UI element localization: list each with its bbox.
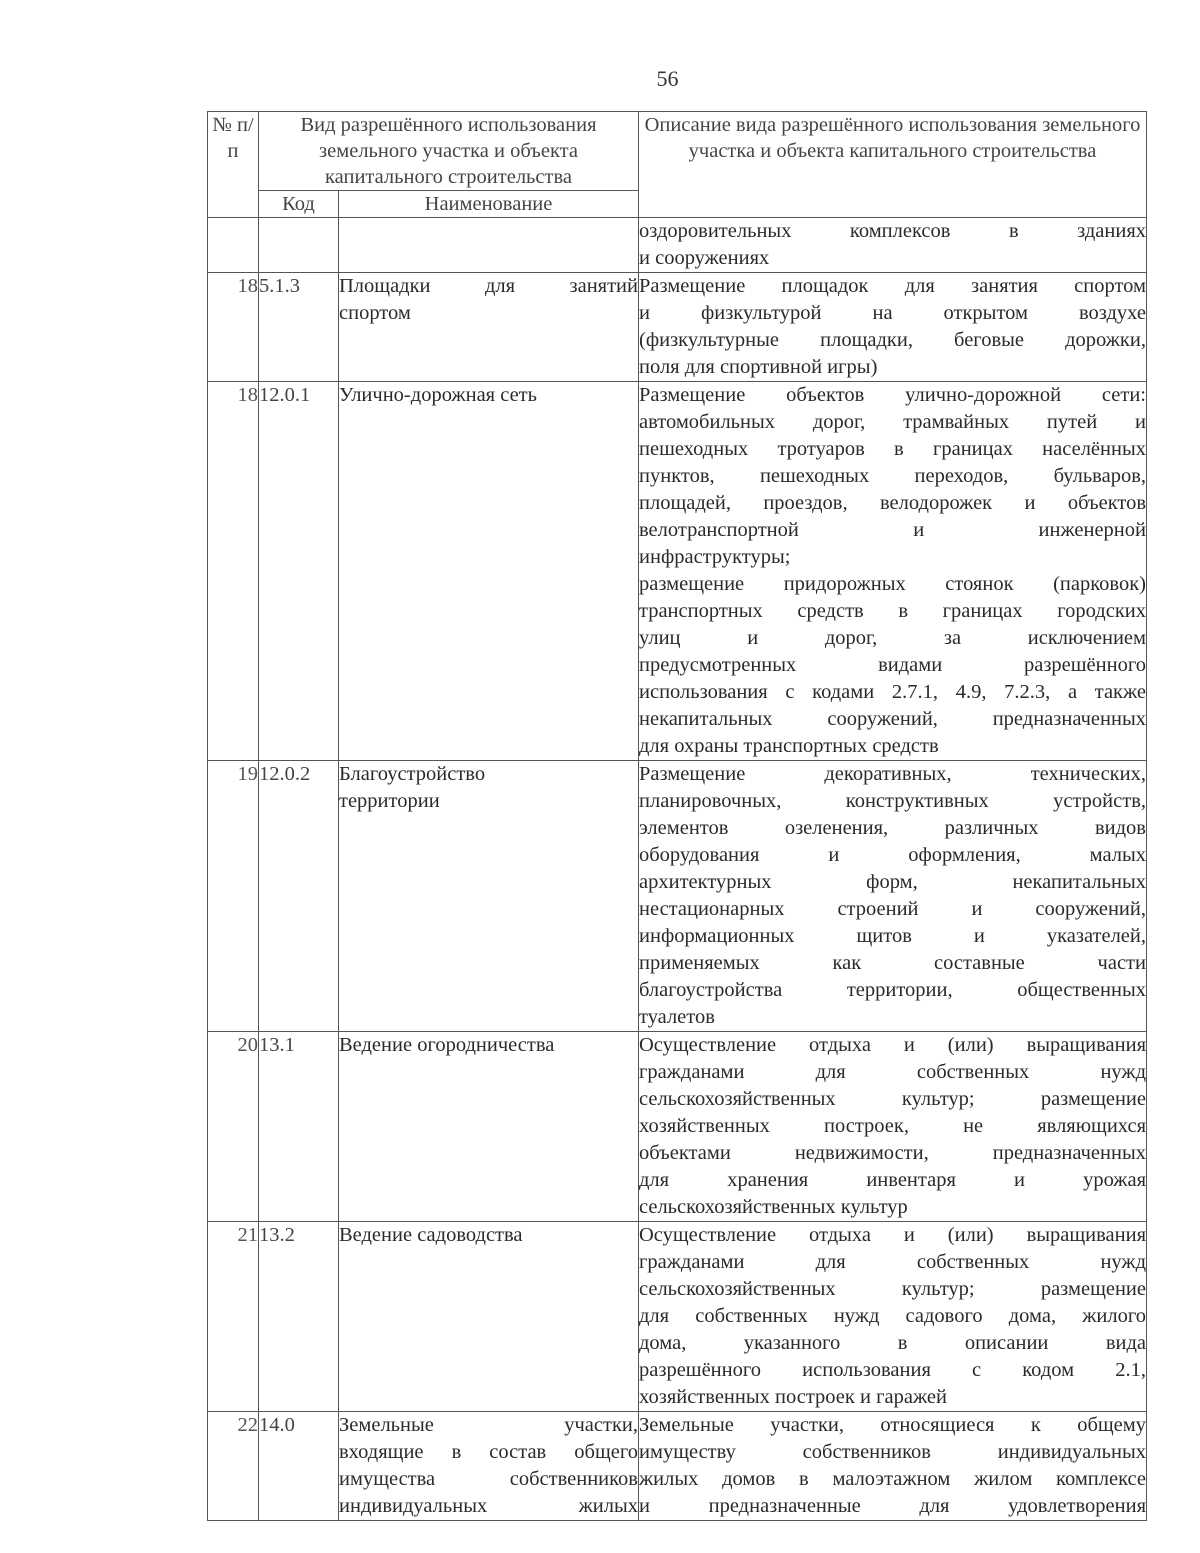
row-number: 18 (208, 273, 259, 382)
row-name (339, 761, 639, 1032)
description-line: использования с кодами 2.7.1, 4.9, 7.2.3, а также (639, 681, 1146, 703)
table-header (208, 112, 1147, 218)
description-line: Осуществление отдыха и (или) выращивания (639, 1034, 1146, 1056)
description-line: Земельные участки, относящиеся к общему (639, 1414, 1146, 1436)
description-line: пунктов, пешеходных переходов, бульваров, (639, 465, 1146, 487)
description-line: автомобильных дорог, трамвайных путей и (639, 411, 1146, 433)
description-line: транспортных средств в границах городских (639, 600, 1146, 622)
name-line: Ведение садоводства (339, 1224, 523, 1246)
name-line: имущества собственников (339, 1468, 638, 1490)
name-line: Земельные участки, (339, 1414, 638, 1436)
description-line: Размещение площадок для занятия спортом (639, 275, 1146, 297)
table-row (208, 382, 1147, 761)
description-line: и предназначенные для удовлетворения (639, 1495, 1146, 1517)
description-line: улиц и дорог, за исключением (639, 627, 1146, 649)
row-code (259, 218, 339, 273)
name-line: входящие в состав общего (339, 1441, 638, 1463)
header-number: № п/п (208, 112, 259, 218)
row-number: 19 (208, 761, 259, 1032)
name-line: индивидуальных жилых (339, 1495, 638, 1517)
row-number: 18 (208, 382, 259, 761)
row-number: 22 (208, 1412, 259, 1521)
description-line: пешеходных тротуаров в границах населённых (639, 438, 1146, 460)
description-line: для охраны транспортных средств (639, 735, 939, 757)
row-name (339, 1032, 639, 1222)
name-line: Благоустройство (339, 763, 486, 785)
table-row (208, 218, 1147, 273)
row-description (639, 1032, 1147, 1222)
name-line: спортом (339, 302, 411, 324)
description-line: информационных щитов и указателей, (639, 925, 1146, 947)
row-number: 20 (208, 1032, 259, 1222)
name-line: территории (339, 790, 440, 812)
description-line: размещение придорожных стоянок (парковок) (639, 573, 1146, 595)
description-line: площадей, проездов, велодорожек и объектов (639, 492, 1146, 514)
header-description: Описание вида разрешённого использования земельного участка и объекта капитального строительства (639, 112, 1147, 218)
row-code: 14.0 (259, 1412, 339, 1521)
description-line: оздоровительных комплексов в зданиях (639, 220, 1146, 242)
name-line: Площадки для занятий (339, 275, 638, 297)
row-description (639, 273, 1147, 382)
table-row (208, 1412, 1147, 1521)
land-use-table (207, 111, 1147, 1521)
page-number: 56 (656, 66, 679, 91)
row-name (339, 1222, 639, 1412)
description-line: сельскохозяйственных культур (639, 1196, 908, 1218)
description-line: гражданами для собственных нужд (639, 1251, 1146, 1273)
header-code: Код (259, 191, 339, 218)
description-line: планировочных, конструктивных устройств, (639, 790, 1146, 812)
description-line: элементов озеленения, различных видов (639, 817, 1146, 839)
row-code: 12.0.2 (259, 761, 339, 1032)
row-description (639, 218, 1147, 273)
description-line: оборудования и оформления, малых (639, 844, 1146, 866)
row-code: 13.1 (259, 1032, 339, 1222)
description-line: хозяйственных построек, не являющихся (639, 1115, 1146, 1137)
description-line: гражданами для собственных нужд (639, 1061, 1146, 1083)
description-line: (физкультурные площадки, беговые дорожки, (639, 329, 1146, 351)
header-name: Наименование (339, 191, 639, 218)
description-line: Осуществление отдыха и (или) выращивания (639, 1224, 1146, 1246)
description-line: велотранспортной и инженерной (639, 519, 1146, 541)
description-line: Размещение декоративных, технических, (639, 763, 1146, 785)
table-row (208, 273, 1147, 382)
description-line: предусмотренных видами разрешённого (639, 654, 1146, 676)
description-line: поля для спортивной игры) (639, 356, 878, 378)
row-description (639, 1222, 1147, 1412)
row-description (639, 761, 1147, 1032)
description-line: дома, указанного в описании вида (639, 1332, 1146, 1354)
row-description (639, 382, 1147, 761)
row-name (339, 1412, 639, 1521)
description-line: имуществу собственников индивидуальных (639, 1441, 1146, 1463)
table-body (208, 218, 1147, 1521)
row-name (339, 273, 639, 382)
description-line: разрешённого использования с кодом 2.1, (639, 1359, 1146, 1381)
row-code: 13.2 (259, 1222, 339, 1412)
table-row (208, 761, 1147, 1032)
description-line: для собственных нужд садового дома, жилого (639, 1305, 1146, 1327)
row-name (339, 218, 639, 273)
description-line: и физкультурой на открытом воздухе (639, 302, 1146, 324)
row-number (208, 218, 259, 273)
description-line: и сооружениях (639, 247, 770, 269)
description-line: сельскохозяйственных культур; размещение (639, 1278, 1146, 1300)
description-line: жилых домов в малоэтажном жилом комплексе (639, 1468, 1146, 1490)
name-line: Ведение огородничества (339, 1034, 555, 1056)
row-description (639, 1412, 1147, 1521)
description-line: объектами недвижимости, предназначенных (639, 1142, 1146, 1164)
description-line: нестационарных строений и сооружений, (639, 898, 1146, 920)
table-row (208, 1032, 1147, 1222)
description-line: применяемых как составные части (639, 952, 1146, 974)
row-code: 12.0.1 (259, 382, 339, 761)
row-number: 21 (208, 1222, 259, 1412)
table-row (208, 1222, 1147, 1412)
description-line: для хранения инвентаря и урожая (639, 1169, 1146, 1191)
description-line: благоустройства территории, общественных (639, 979, 1146, 1001)
row-code: 5.1.3 (259, 273, 339, 382)
description-line: некапитальных сооружений, предназначенных (639, 708, 1146, 730)
description-line: инфраструктуры; (639, 546, 791, 568)
description-line: Размещение объектов улично-дорожной сети: (639, 384, 1146, 406)
description-line: архитектурных форм, некапитальных (639, 871, 1146, 893)
description-line: сельскохозяйственных культур; размещение (639, 1088, 1146, 1110)
row-name (339, 382, 639, 761)
description-line: туалетов (639, 1006, 715, 1028)
name-line: Улично-дорожная сеть (339, 384, 537, 406)
description-line: хозяйственных построек и гаражей (639, 1386, 947, 1408)
header-use-type: Вид разрешённого использования земельного участка и объекта капитального строительства (259, 112, 639, 191)
